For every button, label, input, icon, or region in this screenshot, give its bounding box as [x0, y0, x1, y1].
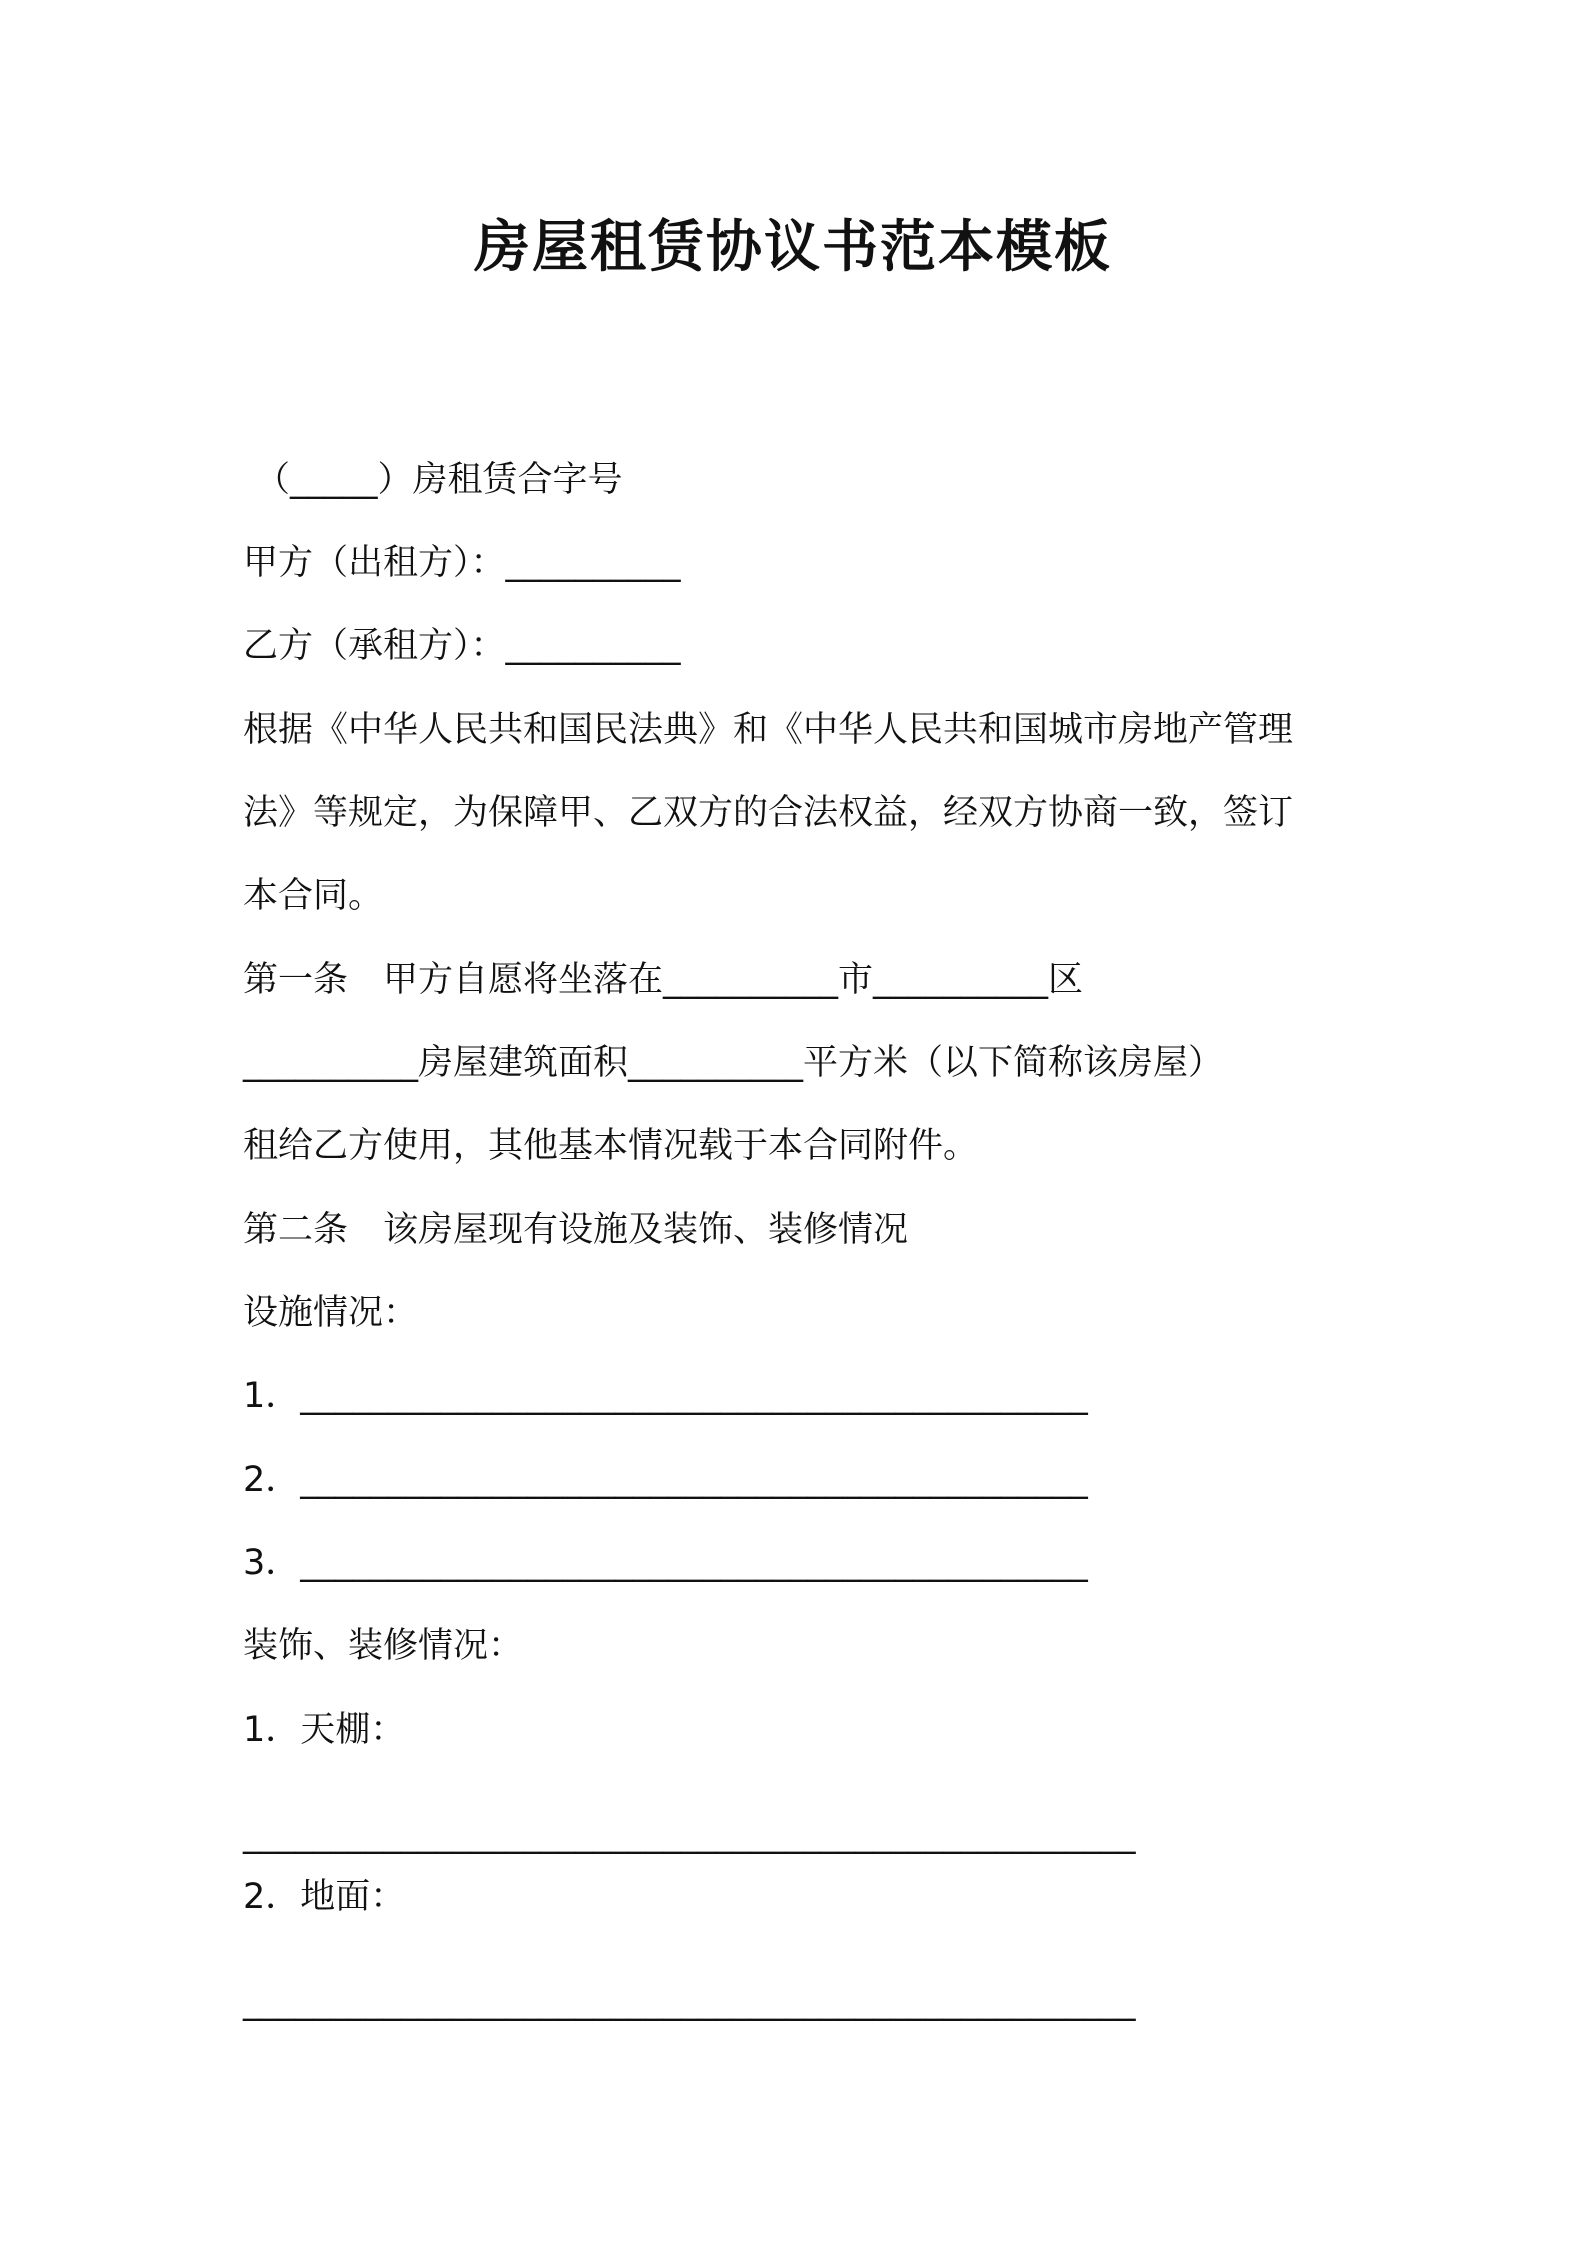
article-1-line-1: 第一条 甲方自愿将坐落在__________市__________区: [243, 960, 1084, 1000]
party-a-line: 甲方（出租方）：__________: [243, 543, 681, 583]
article-1-line-3: 租给乙方使用，其他基本情况载于本合同附件。: [243, 1126, 979, 1166]
floor-label: 2．地面：: [243, 1877, 406, 1917]
preamble-line-1: 根据《中华人民共和国民法典》和《中华人民共和国城市房地产管理: [243, 710, 1294, 750]
contract-number-line: （_____）房租赁合字号: [255, 460, 623, 500]
party-b-line: 乙方（承租方）：__________: [243, 626, 681, 666]
preamble-line-2: 法》等规定，为保障甲、乙双方的合法权益，经双方协商一致，签订: [243, 793, 1294, 833]
ceiling-label: 1．天棚：: [243, 1710, 406, 1750]
preamble-line-3: 本合同。: [243, 876, 384, 916]
facility-item-2: 2．_____________________________________________: [243, 1460, 1088, 1500]
document-title: 房屋租赁协议书范本模板: [474, 215, 1112, 280]
floor-blank-line: ___________________________________________________: [243, 1982, 1136, 2022]
facility-item-3: 3．_____________________________________________: [243, 1543, 1088, 1583]
article-2-heading: 第二条 该房屋现有设施及装饰、装修情况: [243, 1210, 909, 1250]
decoration-heading: 装饰、装修情况：: [243, 1626, 524, 1666]
facilities-heading: 设施情况：: [243, 1293, 419, 1333]
ceiling-blank-line: ___________________________________________________: [243, 1815, 1136, 1855]
article-1-line-2: __________房屋建筑面积__________平方米（以下简称该房屋）: [243, 1043, 1224, 1083]
facility-item-1: 1．_____________________________________________: [243, 1376, 1088, 1416]
